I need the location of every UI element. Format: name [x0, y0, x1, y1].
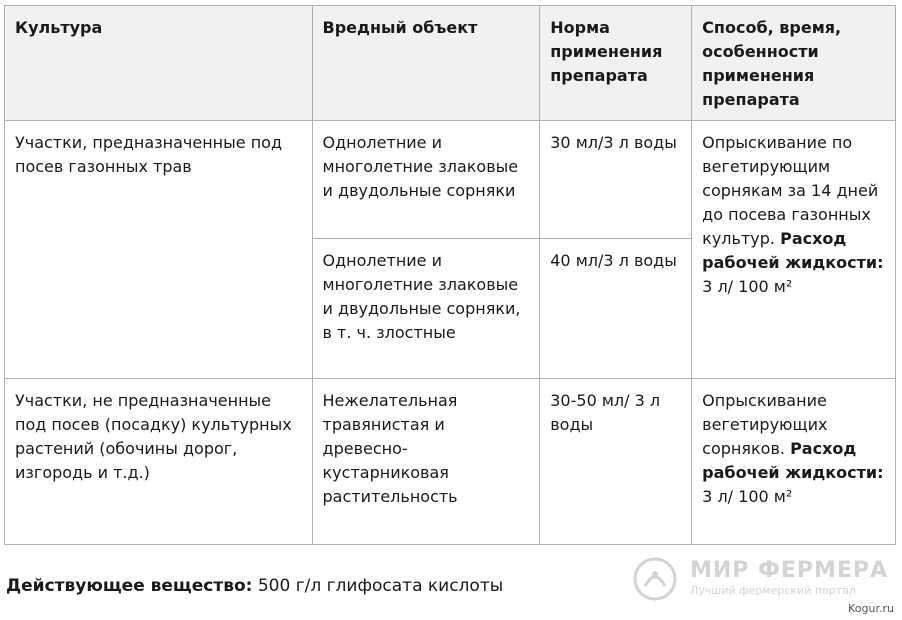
cell-rate: 30-50 мл/ 3 л воды — [540, 379, 692, 545]
table-row — [5, 121, 896, 239]
method-consumption-value: 3 л/ 100 м² — [702, 277, 793, 296]
watermark — [632, 552, 892, 602]
active-substance-label: Действующее вещество: — [6, 576, 253, 596]
cell-culture: Участки, предназначенные под посев газонных трав — [5, 121, 313, 379]
cell-method — [692, 121, 896, 379]
header-method: Способ, время, особенности применения препарата — [692, 6, 896, 121]
table-row — [5, 379, 896, 545]
header-culture: Культура — [5, 6, 313, 121]
site-label: Kogur.ru — [848, 602, 894, 615]
cell-pest: Нежелательная травянистая и древесно-кустарниковая растительность — [312, 379, 540, 545]
header-rate: Норма применения препарата — [540, 6, 692, 121]
table-header-row — [5, 6, 896, 121]
header-pest: Вредный объект — [312, 6, 540, 121]
method-consumption-label: Расход рабочей жидкости: — [702, 439, 884, 482]
cell-pest: Однолетние и многолетние злаковые и двудольные сорняки — [312, 121, 540, 239]
method-text: Опрыскивание вегетирующих сорняков. — [702, 391, 828, 458]
watermark-title: МИР ФЕРМЕРА — [690, 558, 889, 583]
method-text: Опрыскивание по вегетирующим сорнякам за 14 дней до посева газонных культур. — [702, 133, 879, 248]
watermark-subtitle: Лучший фермерский портал — [690, 584, 856, 597]
method-consumption-label: Расход рабочей жидкости: — [702, 229, 884, 272]
active-substance-line — [6, 576, 503, 596]
cell-culture: Участки, не предназначенные под посев (посадку) культурных растений (обочины дорог, изгородь и т.д.) — [5, 379, 313, 545]
cell-rate: 30 мл/3 л воды — [540, 121, 692, 239]
cell-method — [692, 379, 896, 545]
herbicide-usage-table — [4, 5, 896, 545]
cell-pest: Однолетние и многолетние злаковые и двудольные сорняки, в т. ч. злостные — [312, 239, 540, 379]
cell-rate: 40 мл/3 л воды — [540, 239, 692, 379]
method-consumption-value: 3 л/ 100 м² — [702, 487, 793, 506]
farmer-logo-icon — [632, 556, 678, 602]
active-substance-value: 500 г/л глифосата кислоты — [252, 576, 504, 596]
